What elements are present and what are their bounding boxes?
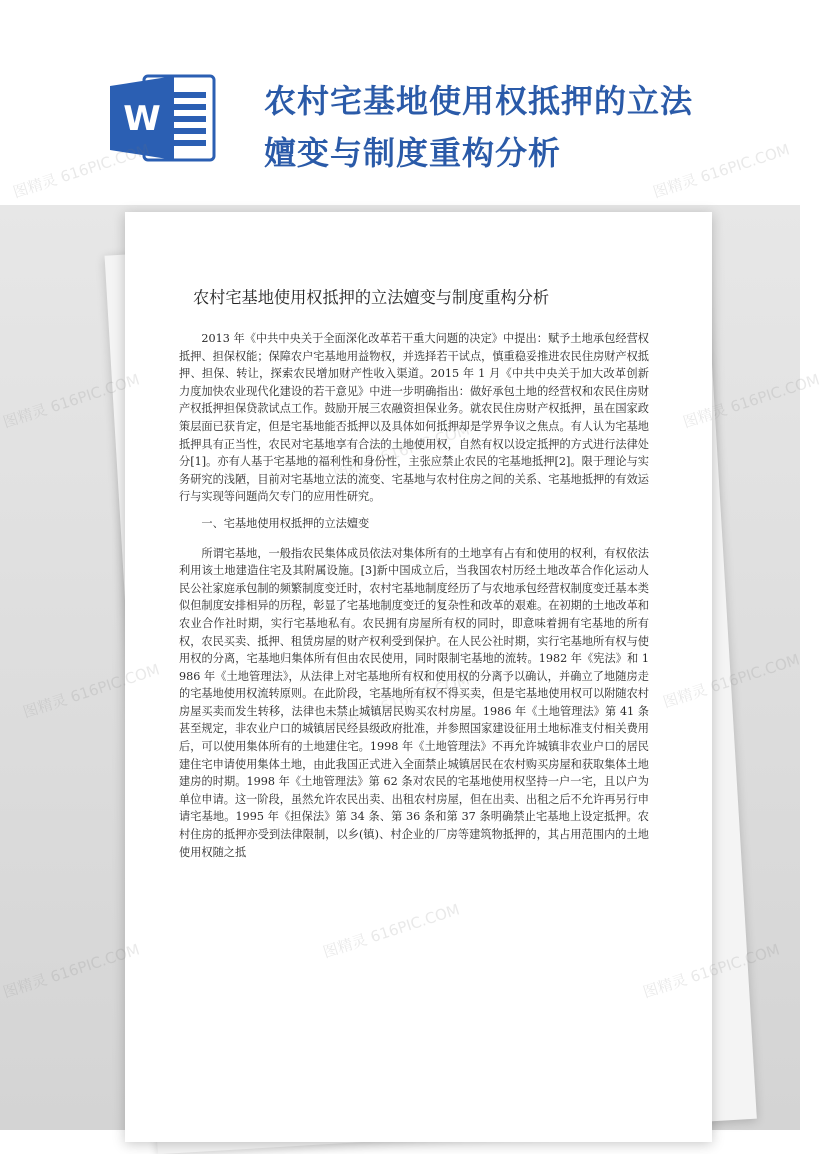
- word-document-icon: [108, 72, 218, 164]
- document-page: [125, 212, 712, 1142]
- word-icon-letter: W: [123, 99, 161, 139]
- preview-title-line-1: 农村宅基地使用权抵押的立法: [264, 82, 694, 120]
- preview-header: [0, 0, 800, 205]
- document-body: [179, 330, 649, 870]
- document-title: 农村宅基地使用权抵押的立法嬗变与制度重构分析: [193, 288, 550, 307]
- preview-title-line-2: 嬗变与制度重构分析: [264, 134, 562, 172]
- section-heading: 一、宅基地使用权抵押的立法嬗变: [201, 516, 370, 530]
- intro-paragraph: 2013 年《中共中央关于全面深化改革若干重大问题的决定》中提出：赋予土地承包经营权抵押、担保权能；保障农户宅基地用益物权，并选择若干试点，慎重稳妥推进农民住房财产权抵押、担保、转让，探索农民增加财产性收入渠道。2015 年 1 月《中共中央关于加大改革创新力度加快农业现代化建设的若干意见》中进一步明确指出：做好承包土地的经营权和农民住房财产权抵押担保贷款试点工作。鼓励开展三农融资担保业务。就农民住房财产权抵押，虽在国家政策层面已获肯定，但是宅基地能否抵押以及具体如何抵押却是学界争议之焦点。有人认为宅基地抵押具有正当性，农民对宅基地享有合法的土地使用权，自然有权以设定抵押的方式进行法律处分[1]。亦有人基于宅基地的福利性和身份性，主张应禁止农民的宅基地抵押[2]。限于理论与实务研究的浅陋，目前对宅基地立法的流变、宅基地与农村住房之间的关系、宅基地抵押的有效运行与实现等问题尚欠专门的应用性研究。: [179, 332, 649, 504]
- section-paragraph: 所谓宅基地，一般指农民集体成员依法对集体所有的土地享有占有和使用的权利，有权依法利用该土地建造住宅及其附属设施。[3]新中国成立后，当我国农村历经土地改革合作化运动人民公社家庭承包制的频繁制度变迁时，农村宅基地制度经历了与农地承包经营权制度变迁基本类似但制度安排相异的历程，彰显了宅基地制度变迁的复杂性和改革的艰难。在初期的土地改革和农业合作社时期，实行宅基地私有。农民拥有房屋所有权的同时，即意味着拥有宅基地的所有权，农民买卖、抵押、租赁房屋的财产权利受到保护。在人民公社时期，实行宅基地所有权与使用权的分离，宅基地归集体所有但由农民使用，同时限制宅基地的流转。1982 年《宪法》和 1986 年《土地管理法》，从法律上对宅基地所有权和使用权的分离予以确认，并确立了地随房走的宅基地使用权流转原则。在此阶段，宅基地所有权不得买卖，但是宅基地使用权可以附随农村房屋买卖而发生转移，法律也未禁止城镇居民购买农村房屋。1986 年《土地管理法》第 41 条甚至规定，非农业户口的城镇居民经县级政府批准，并参照国家建设征用土地标准支付相关费用后，可以使用集体所有的土地建住宅。1998 年《土地管理法》不再允许城镇非农业户口的居民建住宅申请使用集体土地，由此我国正式进入全面禁止城镇居民在农村购买房屋和获取集体土地建房的时期。1998 年《土地管理法》第 62 条对农民的宅基地使用权坚持一户一宅，且以户为单位申请。这一阶段，虽然允许农民出卖、出租农村房屋，但在出卖、出租之后不允许再另行申请宅基地。1995 年《担保法》第 34 条、第 36 条和第 37 条明确禁止宅基地上设定抵押。农村住房的抵押亦受到法律限制，以乡(镇)、村企业的厂房等建筑物抵押的，其占用范围内的土地使用权随之抵: [179, 546, 649, 859]
